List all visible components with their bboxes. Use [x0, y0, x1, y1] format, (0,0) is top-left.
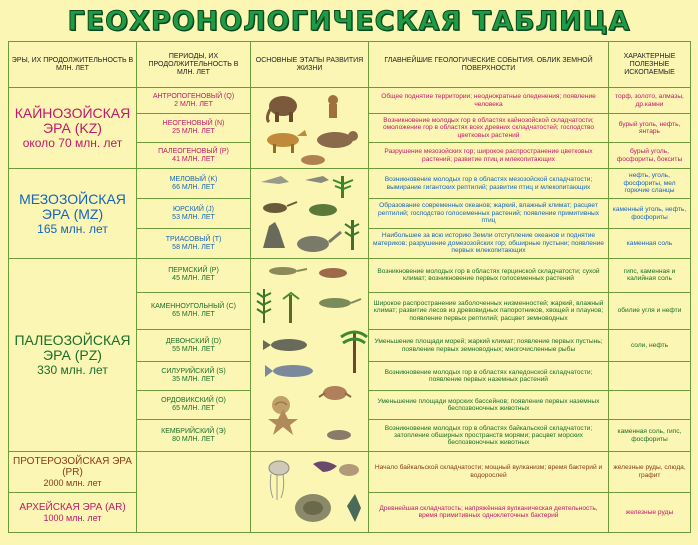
events-cell: Возникновение молодых гор в областях каледонской складчатости; появление первых наземных растений	[369, 361, 609, 390]
period-cell	[137, 420, 251, 452]
period-duration: 65 МЛН. ЛЕТ	[172, 405, 215, 413]
period-name: ПЕРМСКИЙ (P)	[168, 267, 219, 275]
period-cell	[137, 292, 251, 330]
period-cell	[137, 199, 251, 229]
minerals-cell: нефть, уголь, фосфориты, мел горючие сланцы	[609, 169, 691, 199]
period-cell	[137, 143, 251, 169]
period-duration: 65 МЛН. ЛЕТ	[172, 310, 215, 318]
poster-title: ГЕОХРОНОЛОГИЧЕСКАЯ ТАБЛИЦА	[67, 6, 631, 37]
minerals-cell: соли, нефть	[609, 330, 691, 361]
minerals-cell: торф, золото, алмазы, др.камни	[609, 88, 691, 114]
minerals-cell: бурый уголь, нефть, янтарь	[609, 114, 691, 143]
period-duration: 25 МЛН. ЛЕТ	[172, 128, 215, 135]
period-cell	[137, 361, 251, 390]
period-name: ТРИАСОВЫЙ (T)	[165, 235, 222, 243]
era-duration: 1000 млн. лет	[43, 512, 102, 523]
era-duration: 165 млн. лет	[37, 221, 108, 236]
era-mesozoic	[9, 169, 137, 259]
era-name: ПРОТЕРОЗОЙСКАЯ ЭРА (PR)	[13, 455, 132, 478]
geochronological-table	[8, 41, 691, 533]
minerals-cell: железные руды	[609, 492, 691, 533]
events-cell: Образование современных океанов; жаркий, влажный климат; расцвет рептилий; господство голосеменных растений; появление примитивных птиц	[369, 199, 609, 229]
period-duration: 41 МЛН. ЛЕТ	[172, 155, 215, 163]
minerals-cell	[609, 391, 691, 420]
period-duration: 2 МЛН. ЛЕТ	[174, 100, 213, 108]
era-duration: 330 млн. лет	[37, 363, 108, 377]
minerals-cell: бурый уголь, фосфориты, бокситы	[609, 143, 691, 169]
era-cenozoic	[9, 88, 137, 169]
table-row	[9, 259, 691, 293]
period-duration: 66 МЛН. ЛЕТ	[172, 183, 215, 191]
period-name: КАМЕННОУГОЛЬНЫЙ (C)	[151, 302, 236, 310]
reptiles-illustration	[253, 170, 369, 258]
period-duration: 45 МЛН. ЛЕТ	[172, 275, 215, 283]
period-duration: 80 МЛН. ЛЕТ	[172, 435, 215, 443]
minerals-cell: каменный уголь, нефть, фосфориты	[609, 199, 691, 229]
events-cell: Возникновение молодых гор в областях мезозойской складчатости; вымирание гигантских рептилий; развитие птиц и млекопитающих	[369, 169, 609, 199]
header-events: ГЛАВНЕЙШИЕ ГЕОЛОГИЧЕСКИЕ СОБЫТИЯ. ОБЛИК ЗЕМНОЙ ПОВЕРХНОСТИ	[369, 42, 609, 88]
era-archean	[9, 492, 137, 533]
life-precambrian-illustration-cell	[251, 452, 369, 533]
period-duration: 53 МЛН. ЛЕТ	[172, 213, 215, 221]
period-cell	[137, 229, 251, 259]
era-proterozoic	[9, 452, 137, 493]
period-cell	[137, 391, 251, 420]
life-mesozoic	[251, 169, 369, 259]
era-duration: 2000 млн. лет	[43, 477, 102, 488]
table-row	[9, 169, 691, 199]
minerals-cell: гипс, каменная и калийная соль	[609, 259, 691, 293]
period-name: ОРДОВИКСКИЙ (O)	[161, 397, 226, 405]
header-minerals: ХАРАКТЕРНЫЕ ПОЛЕЗНЫЕ ИСКОПАЕМЫЕ	[609, 42, 691, 88]
period-name: АНТРОПОГЕНОВЫЙ (Q)	[152, 92, 235, 100]
precambrian-life-illustration	[253, 452, 369, 532]
period-cell	[137, 259, 251, 293]
period-cell	[137, 169, 251, 199]
header-eras: ЭРЫ, ИХ ПРОДОЛЖИТЕЛЬНОСТЬ В МЛН. ЛЕТ	[9, 42, 137, 88]
table-row	[9, 88, 691, 114]
events-cell: Возникновение молодых гор в областях герцинской складчатости; сухой климат; возникновение первых голосеменных растений	[369, 259, 609, 293]
events-cell: Возникновение молодых гор в областях кайнозойской складчатости; омоложение гор в областях всех древних складчатостей; господство цветковых растений	[369, 114, 609, 143]
events-cell: Широкое распространение заболоченных низменностей; жаркий, влажный климат; развитие лесов из древовидных папоротников, хвощей и плаунов; появление первых рептилий; расцвет земноводных	[369, 292, 609, 330]
period-name: МЕЛОВЫЙ (K)	[169, 175, 218, 183]
header-periods: ПЕРИОДЫ, ИХ ПРОДОЛЖИТЕЛЬНОСТЬ В МЛН. ЛЕТ	[137, 42, 251, 88]
events-cell: Древнейшая складчатость; напряжённая вулканическая деятельность, время примитивных одноклеточных бактерий	[369, 492, 609, 533]
era-paleozoic	[9, 259, 137, 452]
events-cell: Наибольшее за всю историю Земли отступление океанов и поднятие материков; разрушение домезозойских гор; обширные пустыни; появление первых млекопитающих	[369, 229, 609, 259]
era-duration: около 70 млн. лет	[22, 136, 123, 150]
period-cell	[137, 114, 251, 143]
events-cell: Разрушение мезозойских гор; широкое распространение цветковых растений; развитие птиц и млекопитающих	[369, 143, 609, 169]
events-cell: Начало байкальской складчатости; мощный вулканизм; время бактерий и водорослей	[369, 452, 609, 493]
period-name: СИЛУРИЙСКИЙ (S)	[161, 367, 226, 375]
header-life: ОСНОВНЫЕ ЭТАПЫ РАЗВИТИЯ ЖИЗНИ	[251, 42, 369, 88]
era-name: АРХЕЙСКАЯ ЭРА (AR)	[19, 501, 126, 513]
minerals-cell: каменная соль	[609, 229, 691, 259]
events-cell: Общее поднятие территории; неоднократные оледенения; появление человека	[369, 88, 609, 114]
minerals-cell	[609, 361, 691, 390]
period-cell	[137, 330, 251, 361]
life-paleozoic	[251, 259, 369, 452]
minerals-cell: обилие угля и нефти	[609, 292, 691, 330]
life-cenozoic	[251, 88, 369, 169]
events-cell: Уменьшение площади морских бассейнов; появление первых наземных беспозвоночных животных	[369, 391, 609, 420]
period-name: НЕОГЕНОВЫЙ (N)	[162, 120, 225, 127]
period-name: ДЕВОНСКИЙ (D)	[165, 337, 222, 345]
period-cell	[137, 88, 251, 114]
events-cell: Уменьшение площади морей; жаркий климат; появление первых пустынь; появление первых земноводных; многочисленные рыбы	[369, 330, 609, 361]
period-name: КЕМБРИЙСКИЙ (Э)	[161, 427, 226, 435]
period-duration: 58 МЛН. ЛЕТ	[172, 243, 215, 251]
period-duration: 55 МЛН. ЛЕТ	[172, 345, 215, 353]
era-name: ПАЛЕОЗОЙСКАЯ ЭРА (PZ)	[14, 332, 131, 363]
table-row	[9, 452, 691, 493]
era-name: МЕЗОЗОЙСКАЯ ЭРА (MZ)	[19, 190, 126, 222]
paleozoic-life-illustration	[253, 259, 369, 451]
life-precambrian	[137, 452, 251, 533]
mammals-illustration	[253, 88, 369, 168]
era-name: КАЙНОЗОЙСКАЯ ЭРА (KZ)	[14, 105, 131, 136]
period-name: ЮРСКИЙ (J)	[173, 205, 214, 213]
period-duration: 35 МЛН. ЛЕТ	[172, 375, 215, 383]
minerals-cell: каменная соль, гипс, фосфориты	[609, 420, 691, 452]
header-row	[9, 42, 691, 88]
period-name: ПАЛЕОГЕНОВЫЙ (P)	[158, 147, 229, 155]
minerals-cell: железные руды, слюда, графит	[609, 452, 691, 493]
events-cell: Возникновение молодых гор в областях байкальской складчатости; затопление обширных пространств морями; расцвет морских беспозвоночных животных	[369, 420, 609, 452]
